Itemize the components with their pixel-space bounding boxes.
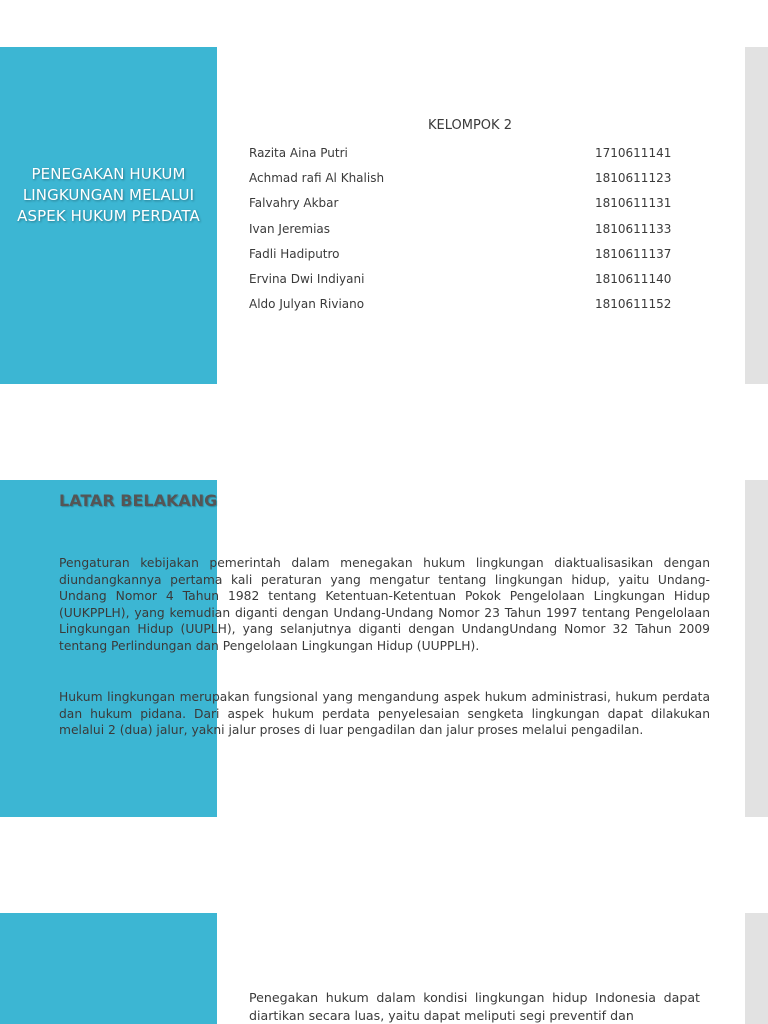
paragraph-regulation: Pengaturan kebijakan pemerintah dalam menegakan hukum lingkungan diaktualisasikan dengan diundangkannya pertama kali peraturan yang mengatur tentang lingkungan hidup, yaitu Undang-Undang Nomor 4 Tahun 1982 tentang Ketentuan-Ketentuan Pokok Pengelolaan Lingkungan Hidup (UUKPPLH), yang kemudian diganti dengan Undang-Undang Nomor 23 Tahun 1997 tentang Pengelolaan Lingkungan Hidup (UUPLH), yang selanjutnya diganti dengan UndangUndang Nomor 32 Tahun 2009 tentang Perlindungan dan Pengelolaan Lingkungan Hidup (UUPPLH).	[59, 556, 710, 653]
member-nim: 1810611123	[595, 171, 672, 186]
section-heading: LATAR BELAKANG	[59, 491, 218, 510]
member-name: Fadli Hadiputro	[249, 246, 340, 261]
member-nim: 1810611133	[595, 221, 672, 236]
group-heading: KELOMPOK 2	[428, 118, 512, 133]
side-scroll-strip	[745, 913, 768, 1024]
slide-cover	[0, 47, 768, 384]
member-row	[249, 269, 689, 294]
member-row	[249, 244, 689, 269]
member-name: Achmad rafi Al Khalish	[249, 171, 385, 186]
member-nim: 1810611152	[595, 297, 672, 312]
member-row	[249, 294, 689, 319]
member-row	[249, 193, 689, 218]
member-name: Razita Aina Putri	[249, 146, 348, 160]
member-nim: 1810611131	[595, 196, 672, 211]
slide-background	[0, 480, 768, 817]
member-list	[249, 143, 689, 319]
cover-title: PENEGAKAN HUKUM LINGKUNGAN MELALUI ASPEK HUKUM PERDATA	[17, 165, 200, 225]
slide-enforcement	[0, 913, 768, 1024]
paragraph-enforcement: Penegakan hukum dalam kondisi lingkungan hidup Indonesia dapat diartikan secara luas, yaitu dapat meliputi segi preventif dan	[249, 990, 700, 1023]
side-scroll-strip	[745, 47, 768, 384]
member-nim: 1710611141	[595, 146, 672, 160]
member-nim: 1810611137	[595, 246, 672, 261]
member-row	[249, 143, 689, 168]
member-name: Ivan Jeremias	[249, 221, 331, 236]
member-name: Aldo Julyan Riviano	[249, 297, 365, 312]
accent-panel	[0, 913, 217, 1024]
member-row	[249, 219, 689, 244]
member-row	[249, 168, 689, 193]
side-scroll-strip	[745, 480, 768, 817]
member-name: Falvahry Akbar	[249, 196, 339, 211]
member-nim: 1810611140	[595, 271, 672, 286]
paragraph-environment-law: Hukum lingkungan merupakan fungsional yang mengandung aspek hukum administrasi, hukum perdata dan hukum pidana. Dari aspek hukum perdata penyelesaian sengketa lingkungan dapat dilakukan melalui 2 (dua) jalur, yakni jalur proses di luar pengadilan dan jalur proses melalui pengadilan.	[59, 690, 710, 738]
member-name: Ervina Dwi Indiyani	[249, 271, 365, 286]
